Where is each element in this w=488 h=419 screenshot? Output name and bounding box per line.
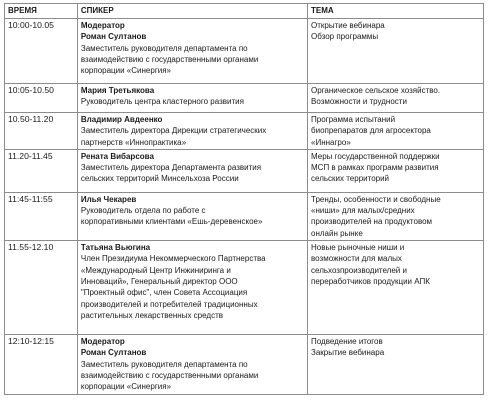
topic-cell [308, 149, 484, 192]
speaker-name: Илья Чекарев [80, 194, 137, 204]
topic-line: Открытие вебинара [311, 21, 385, 30]
topic-line: Закрытие вебинара [311, 348, 385, 358]
topic-line: производителей на продуктовом [311, 217, 433, 227]
topic-line: Программа испытаний [311, 115, 396, 124]
topic-cell [308, 84, 484, 113]
schedule-rows [5, 19, 484, 395]
topic-line: сельских территорий [311, 174, 390, 184]
speaker-name: Татьяна Вьюгина [80, 243, 151, 253]
topic-line: Новые рыночные ниши и [311, 243, 405, 253]
speaker-position-line: взаимодействию с государственными органами [80, 54, 259, 64]
topic-line: сельхозпроизводителей и [311, 265, 407, 275]
topic-line: Органическое сельское хозяйство. [311, 86, 441, 95]
speaker-position-line: корпорации «Синергия» [80, 382, 171, 392]
time-cell: 10:05-10.50 [5, 84, 78, 113]
topic-cell [308, 19, 484, 84]
topic-line: биопрепаратов для агросектора [311, 126, 431, 136]
table-row [5, 113, 484, 150]
time-cell: 12:10-12:15 [5, 335, 78, 394]
topic-line: возможности для малых [311, 254, 402, 264]
topic-line: Возможности и трудности [311, 97, 407, 107]
program-schedule-table [4, 3, 484, 395]
speaker-position-line: растительных лекарственных средств [80, 310, 223, 320]
topic-cell [308, 335, 484, 394]
speaker-position-line: "Проектный офис", член Совета Ассоциация [80, 288, 248, 298]
speaker-position-line: сельских территорий Минсельхоза России [80, 174, 239, 184]
topic-cell [308, 192, 484, 240]
speaker-position-line: Заместитель руководителя департамента по [80, 359, 248, 369]
table-row [5, 335, 484, 394]
time-cell: 10:00-10.05 [5, 19, 78, 84]
header-time: ВРЕМЯ [5, 4, 78, 19]
speaker-name: Владимир Авдеенко [80, 115, 163, 124]
speaker-position-line: корпоративными клиентами «Ешь-деревенское» [80, 217, 263, 227]
speaker-name: Рената Вибарсова [80, 151, 154, 161]
speaker-cell [77, 149, 307, 192]
speaker-position-line: Инноваций», Генеральный директор ООО [80, 276, 238, 286]
topic-line: Подведение итогов [311, 337, 383, 347]
table-row [5, 149, 484, 192]
speaker-position-line: Заместитель директора Департамента развития [80, 163, 262, 173]
speaker-position-line: партнерств «Иннопрактика» [80, 137, 187, 147]
time-cell: 11.20-11.45 [5, 149, 78, 192]
speaker-position-line: производителей и потребителей традиционных [80, 299, 258, 309]
topic-cell [308, 113, 484, 150]
table-row [5, 84, 484, 113]
speaker-name: Модератор [80, 337, 125, 347]
header-topic: ТЕМА [308, 4, 484, 19]
topic-line: Меры государственной поддержки [311, 151, 440, 161]
table-row [5, 19, 484, 84]
speaker-cell [77, 19, 307, 84]
speaker-position-line: корпорации «Синергия» [80, 66, 171, 76]
topic-line: онлайн рынке [311, 228, 363, 238]
speaker-position-line: Заместитель директора Дирекции стратегических [80, 126, 267, 136]
speaker-cell [77, 241, 307, 335]
header-speaker: СПИКЕР [77, 4, 307, 19]
speaker-cell [77, 192, 307, 240]
topic-line: МСП в рамках программ развития [311, 163, 439, 173]
topic-line: переработчиков продукции АПК [311, 276, 430, 286]
time-cell: 11:45-11:55 [5, 192, 78, 240]
time-cell: 10.50-11.20 [5, 113, 78, 150]
header-row [5, 4, 484, 19]
time-cell: 11.55-12.10 [5, 241, 78, 335]
topic-line: «ниши» для малых/средних [311, 206, 415, 216]
speaker-position-line: Руководитель центра кластерного развития [80, 97, 244, 107]
speaker-position-line: Руководитель отдела по работе с [80, 206, 206, 216]
speaker-position-line: Заместитель руководителя департамента по [80, 43, 248, 53]
topic-cell [308, 241, 484, 335]
topic-line: «Иннагро» [311, 137, 351, 147]
speaker-name: Роман Султанов [80, 348, 147, 358]
topic-line: Обзор программы [311, 32, 379, 42]
speaker-position-line: взаимодействию с государственными органами [80, 370, 259, 380]
speaker-name: Роман Султанов [80, 32, 147, 42]
topic-line: Тренды, особенности и свободные [311, 194, 441, 204]
table-row [5, 241, 484, 335]
speaker-name: Мария Третьякова [80, 86, 155, 95]
speaker-position-line: «Международный Центр Инжиниринга и [80, 265, 231, 275]
table-row [5, 192, 484, 240]
speaker-name: Модератор [80, 21, 125, 30]
speaker-cell [77, 84, 307, 113]
speaker-cell [77, 113, 307, 150]
speaker-position-line: Член Президиума Некоммерческого Партнерства [80, 254, 266, 264]
speaker-cell [77, 335, 307, 394]
